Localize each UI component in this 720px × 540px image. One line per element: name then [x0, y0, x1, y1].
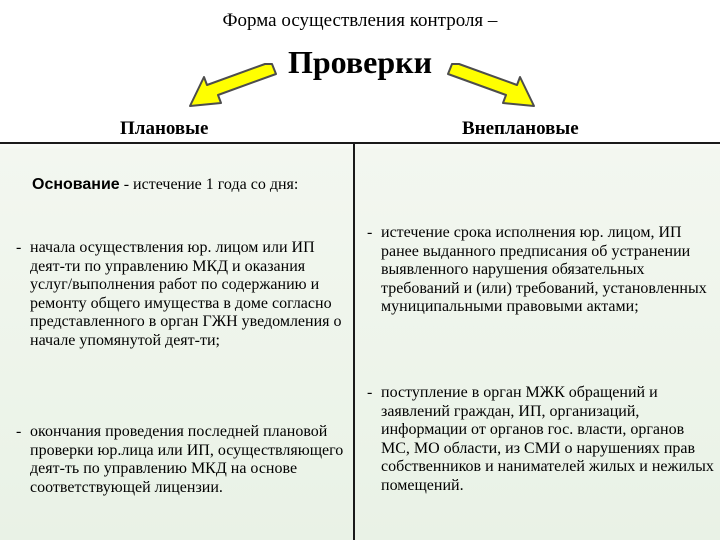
planned-list-item	[16, 239, 346, 351]
arrow-down-right-icon	[446, 60, 538, 112]
planned-list-item	[16, 423, 346, 497]
planned-basis-text: - истечение 1 года со дня:	[119, 176, 299, 193]
vertical-divider	[353, 142, 355, 540]
unplanned-list-item	[367, 384, 715, 496]
list-item-text: окончания проведения последней плановой проверки юр.лица или ИП, осуществляющего деят-ть по управлению МКД на основе соответствующей лицензии.	[30, 423, 344, 496]
slide-subtitle: Форма осуществления контроля –	[222, 10, 498, 31]
list-item-text: начала осуществления юр. лицом или ИП деят-ти по управлению МКД и оказания услуг/выполнения работ по содержанию и ремонту общего имущества в доме согласно представленного в орган ГЖН уведомления о начале упомянутой деят-ти;	[30, 239, 342, 349]
heading-unplanned: Внеплановые	[462, 118, 579, 139]
planned-basis-label: Основание	[32, 176, 120, 193]
horizontal-divider	[0, 142, 720, 144]
slide-title: Проверки	[287, 44, 433, 80]
list-marker: -	[367, 384, 373, 401]
list-marker: -	[16, 239, 22, 256]
list-item-text: истечение срока исполнения юр. лицом, ИП ранее выданного предписания об устранении выявленного нарушения обязательных требований и (или) требований, установленных муниципальными правовыми актами;	[381, 224, 707, 316]
unplanned-list-item	[367, 224, 715, 317]
list-marker: -	[367, 224, 373, 241]
heading-planned: Плановые	[120, 118, 209, 139]
list-item-text: поступление в орган МЖК обращений и заявлений граждан, ИП, организаций, информации от органов гос. власти, органов МС, МО области, из СМИ о нарушениях прав собственников и нанимателей жилых и нежилых помещений.	[381, 384, 714, 494]
arrow-down-left-icon	[186, 60, 278, 112]
planned-basis	[32, 175, 332, 194]
list-marker: -	[16, 423, 22, 440]
